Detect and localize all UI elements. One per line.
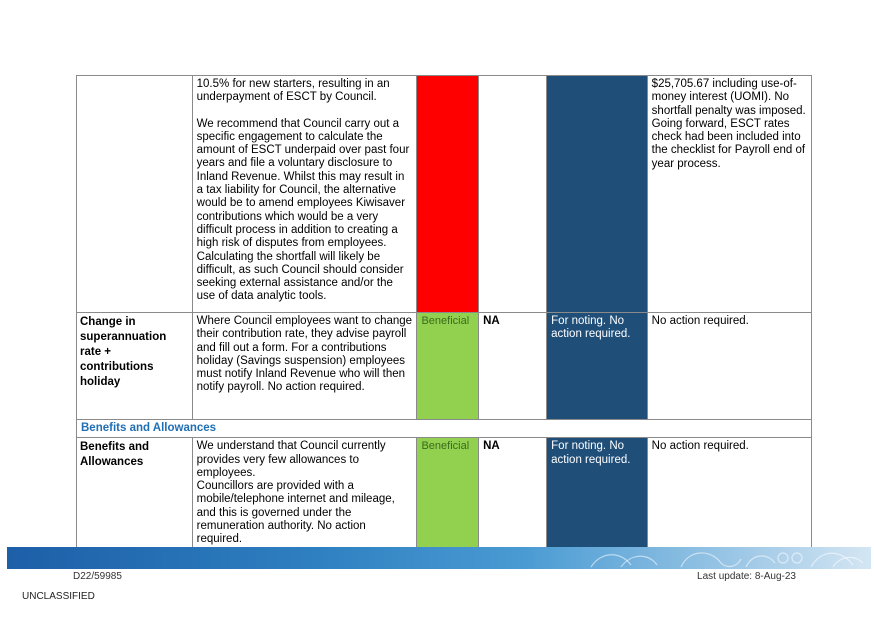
section-heading-row (77, 420, 812, 438)
decorative-pattern-icon (571, 547, 871, 569)
status-cell (547, 76, 648, 313)
rating-cell: Beneficial (417, 438, 479, 549)
table-row (77, 313, 812, 420)
status-cell: For noting. No action required. (547, 438, 648, 549)
priority-cell: NA (479, 438, 547, 549)
response-cell: $25,705.67 including use-of-money interest (UOMI). No shortfall penalty was imposed. Going forward, ESCT rates check had been included into the checklist for Payroll end of year process. (647, 76, 811, 313)
finding-line: Councillors are provided with a mobile/telephone internet and mileage, and this is governed under the remuneration authority. No action required. (196, 480, 395, 546)
last-update: Last update: 8-Aug-23 (697, 571, 796, 582)
rating-cell (417, 76, 479, 313)
category-cell (77, 76, 193, 313)
table-row (77, 438, 812, 549)
finding-cell: Where Council employees want to change their contribution rate, they advise payroll and fill out a form. For a contributions holiday (Savings suspension) employees must notify Inland Revenue who will then notify payroll. No action required. (192, 313, 417, 420)
finding-cell (192, 76, 417, 313)
classification-label: UNCLASSIFIED (22, 591, 95, 602)
section-heading: Benefits and Allowances (77, 420, 812, 438)
finding-paragraph: We recommend that Council carry out a specific engagement to calculate the amount of ESCT underpaid over past four years and file a voluntary disclosure to Inland Revenue. Whilst this may result in a tax liability for Council, the alternative would be to amend employees Kiwisaver contributions which would be a very difficult process in addition to creating a high risk of disputes from employees. Calculating the shortfall will likely be difficult, as such Council should consider seeking external assistance and/or the use of data analytic tools. (196, 117, 410, 303)
rating-cell: Beneficial (417, 313, 479, 420)
category-cell: Benefits and Allowances (77, 438, 193, 549)
finding-line: We understand that Council currently provides very few allowances to employees. (196, 440, 386, 479)
footer-band (7, 547, 871, 569)
document-id: D22/59985 (73, 571, 122, 582)
category-cell: Change in superannuation rate + contributions holiday (77, 313, 193, 420)
response-cell: No action required. (647, 313, 811, 420)
status-cell: For noting. No action required. (547, 313, 648, 420)
priority-cell (479, 76, 547, 313)
finding-cell (192, 438, 417, 549)
priority-cell: NA (479, 313, 547, 420)
table-row (77, 76, 812, 313)
findings-table (76, 75, 812, 550)
response-cell: No action required. (647, 438, 811, 549)
finding-paragraph: 10.5% for new starters, resulting in an underpayment of ESCT by Council. (196, 78, 390, 104)
